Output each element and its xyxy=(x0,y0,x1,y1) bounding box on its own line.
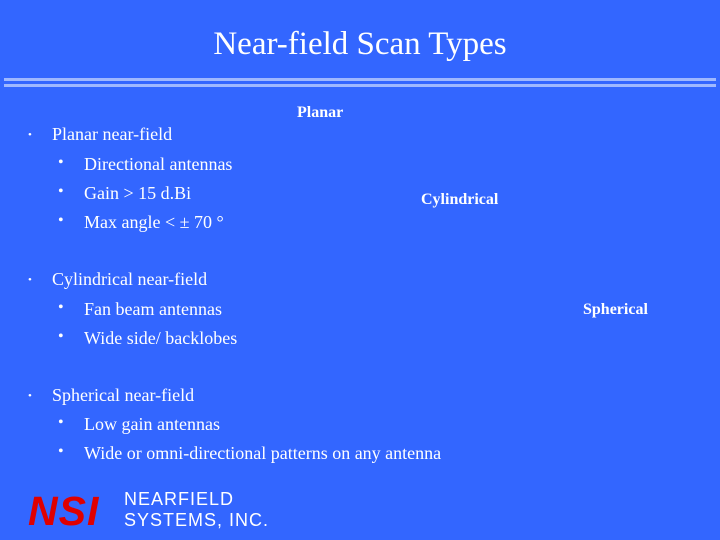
label-spherical: Spherical xyxy=(583,301,648,318)
section-heading-planar xyxy=(28,124,173,145)
bullet-icon: • xyxy=(28,274,32,286)
bullet-icon: • xyxy=(28,390,32,402)
list-item xyxy=(58,212,224,233)
slide-title: Near-field Scan Types xyxy=(213,26,507,62)
list-item xyxy=(58,154,233,175)
nsi-logo-mark: NSI xyxy=(28,488,100,534)
bullet-icon: • xyxy=(58,299,64,316)
list-item xyxy=(58,443,442,464)
list-item xyxy=(58,414,220,435)
bullet-icon: • xyxy=(58,414,64,431)
list-item-text: Directional antennas xyxy=(84,154,233,174)
list-item-text: Fan beam antennas xyxy=(84,299,222,319)
list-item xyxy=(58,183,192,204)
bullet-icon: • xyxy=(58,183,64,200)
bullet-icon: • xyxy=(28,129,32,141)
list-item xyxy=(58,299,222,320)
list-item-text: Low gain antennas xyxy=(84,414,220,434)
label-planar: Planar xyxy=(297,104,344,121)
logo-text-line2: SYSTEMS, INC. xyxy=(124,510,270,530)
section-heading-spherical xyxy=(28,385,195,406)
list-item-text: Wide or omni-directional patterns on any antenna xyxy=(84,443,442,463)
bullet-icon: • xyxy=(58,212,64,229)
bullet-icon: • xyxy=(58,154,64,171)
label-cylindrical: Cylindrical xyxy=(421,191,499,208)
bullet-icon: • xyxy=(58,328,64,345)
list-item-text: Max angle < ± 70 ° xyxy=(84,212,224,232)
section-heading-text: Cylindrical near-field xyxy=(52,269,208,289)
list-item xyxy=(58,328,238,349)
title-divider-top xyxy=(4,78,716,81)
list-item-text: Wide side/ backlobes xyxy=(84,328,238,348)
logo-text-line1: NEARFIELD xyxy=(124,489,235,509)
slide-content xyxy=(0,90,720,540)
section-heading-cylindrical xyxy=(28,269,208,290)
title-panel xyxy=(4,4,716,76)
section-heading-text: Spherical near-field xyxy=(52,385,195,405)
title-divider-bottom xyxy=(4,84,716,87)
list-item-text: Gain > 15 d.Bi xyxy=(84,183,192,203)
bullet-icon: • xyxy=(58,443,64,460)
section-heading-text: Planar near-field xyxy=(52,124,173,144)
